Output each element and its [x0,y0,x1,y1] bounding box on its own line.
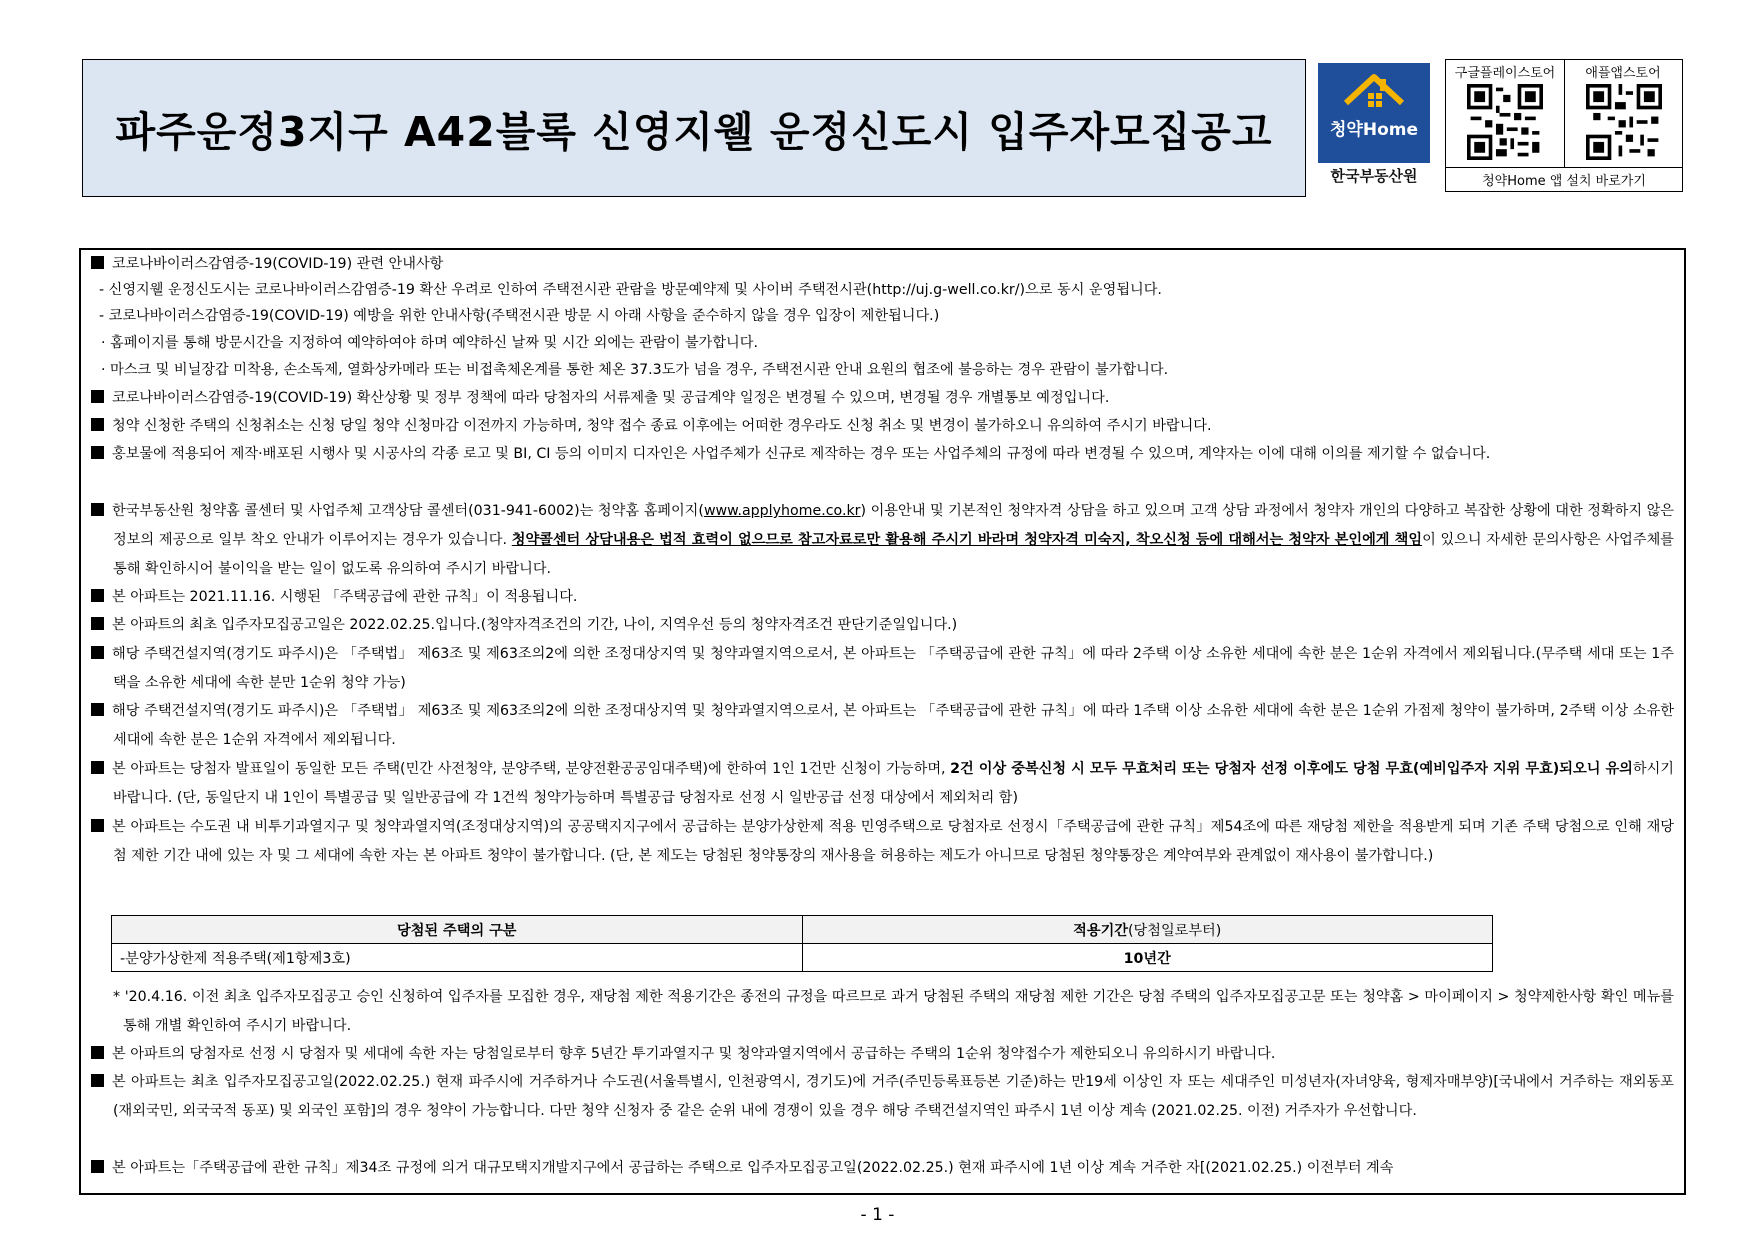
square-bullet-icon [91,1046,104,1059]
square-bullet-icon [91,589,104,602]
qr-divider-horizontal [1446,167,1682,168]
square-bullet-icon [91,1160,104,1173]
notice-item: 해당 주택건설지역(경기도 파주시)은 「주택법」 제63조 및 제63조의2에 의한 조정대상지역 및 청약과열지역으로서, 본 아파트는 「주택공급에 관한 규칙」에 따라 1주택 이상 소유한 세대에 속한 분은 1순위 가점제 청약이 불가하며, 2주택 이상 소유한 세대에 속한 분은 1순위 자격에서 제외됩니다. [91,697,1674,755]
notice-item: · 홈페이지를 통해 방문시간을 지정하여 예약하여야 하며 예약하신 날짜 및 시간 외에는 관람이 불가합니다. [101,335,758,351]
logo-org-name: 한국부동산원 [1330,167,1418,185]
notice-item: - 코로나바이러스감염증-19(COVID-19) 예방을 위한 안내사항(주택전시관 방문 시 아래 사항을 준수하지 않을 경우 입장이 제한됩니다.) [99,308,940,324]
square-bullet-icon [91,390,104,403]
notice-item: 홍보물에 적용되어 제작·배포된 시행사 및 시공사의 각종 로고 및 BI, CI 등의 이미지 디자인은 사업주체가 신규로 제작하는 경우 또는 사업주체의 규정에 따라 변경될 수 있으며, 계약자는 이에 대해 이의를 제기할 수 없습니다. [91,440,1674,469]
square-bullet-icon [91,1074,104,1087]
logo-badge [1318,63,1430,163]
notice-item: 본 아파트의 당첨자로 선정 시 당첨자 및 세대에 속한 자는 당첨일로부터 향후 5년간 투기과열지구 및 청약과열지역에서 공급하는 주택의 1순위 청약접수가 제한되오니 유의하시기 바랍니다. [91,1040,1674,1069]
square-bullet-icon [91,446,104,459]
notice-item: 청약 신청한 주택의 신청취소는 신청 당일 청약 신청마감 이전까지 가능하며, 청약 접수 종료 이후에는 어떠한 경우라도 신청 취소 및 변경이 불가하오니 유의하여 주시기 바랍니다. [91,412,1674,441]
app-store-qr-icon[interactable] [1586,84,1662,160]
notice-footnote: * '20.4.16. 이전 최초 입주자모집공고 승인 신청하여 입주자를 모집한 경우, 재당첨 제한 적용기간은 종전의 규정을 따르므로 과거 당첨된 주택의 재당첨 제한 기간은 당첨 주택의 입주자모집공고문 또는 청약홈 > 마이페이지 > 청약제한사항 확인 메뉴를 통해 개별 확인하여 주시기 바랍니다. [113,989,1674,1034]
notice-item: 본 아파트는 최초 입주자모집공고일(2022.02.25.) 현재 파주시에 거주하거나 수도권(서울특별시, 인천광역시, 경기도)에 거주(주민등록표등본 기준)하는 만19세 이상인 자 또는 세대주인 미성년자(자녀양육, 형제자매부양)[국내에서 거주하는 재외동포(재외국민, 외국국적 동포) 및 외국인 포함]의 경우 청약이 가능합니다. 다만 청약 신청자 중 같은 순위 내에 경쟁이 있을 경우 해당 주택건설지역인 파주시 1년 이상 계속 (2021.02.25. 이전) 거주자가 우선합니다. [91,1068,1674,1126]
notice-item: · 마스크 및 비닐장갑 미착용, 손소독제, 열화상카메라 또는 비접촉체온계를 통한 체온 37.3도가 넘을 경우, 주택전시관 안내 요원의 협조에 불응하는 경우 관람이 불가합니다. [101,362,1169,378]
notice-item: 본 아파트의 최초 입주자모집공고일은 2022.02.25.입니다.(청약자격조건의 기간, 나이, 지역우선 등의 청약자격조건 판단기준일입니다.) [91,611,1674,640]
notice-item: 코로나바이러스감염증-19(COVID-19) 확산상황 및 정부 정책에 따라 당첨자의 서류제출 및 공급계약 일정은 변경될 수 있으며, 변경될 경우 개별통보 예정입니다. [91,384,1674,413]
table-header-cell: 적용기간(당첨일로부터) [802,916,1493,944]
qr-label-google: 구글플레이스토어 [1454,66,1556,81]
notice-item: - 신영지웰 운정신도시는 코로나바이러스감염증-19 확산 우려로 인하여 주택전시관 관람을 방문예약제 및 사이버 주택전시관(http://uj.g-well.co.kr/)으로 동시 운영됩니다. [99,282,1162,298]
notice-covid-heading: 코로나바이러스감염증-19(COVID-19) 관련 안내사항 [91,250,1674,279]
logo-text: 청약Home [1330,120,1418,140]
rewin-restriction-table [111,915,1493,972]
square-bullet-icon [91,418,104,431]
square-bullet-icon [91,703,104,716]
table-cell: -분양가상한제 적용주택(제1항제3호) [112,944,803,972]
notice-item: 본 아파트는「주택공급에 관한 규칙」제34조 규정에 의거 대규모택지개발지구에서 공급하는 주택으로 입주자모집공고일(2022.02.25.) 현재 파주시에 1년 이상 계속 거주한 자[(2021.02.25.) 이전부터 계속 [91,1154,1674,1183]
notice-item: 해당 주택건설지역(경기도 파주시)은 「주택법」 제63조 및 제63조의2에 의한 조정대상지역 및 청약과열지역으로서, 본 아파트는 「주택공급에 관한 규칙」에 따라 2주택 이상 소유한 세대에 속한 분은 1순위 자격에서 제외됩니다.(무주택 세대 또는 1주택을 소유한 세대에 속한 분만 1순위 청약 가능) [91,640,1674,698]
square-bullet-icon [91,646,104,659]
square-bullet-icon [91,503,104,516]
notice-item: 한국부동산원 청약홈 콜센터 및 사업주체 고객상담 콜센터(031-941-6002)는 청약홈 홈페이지(www.applyhome.co.kr) 이용안내 및 기본적인 청약자격 상담을 하고 있으며 고객 상담 과정에서 청약자 개인의 다양하고 복잡한 상황에 대한 정확하지 않은 정보의 제공으로 일부 착오 안내가 이루어지는 경우가 있습니다. 청약콜센터 상담내용은 법적 효력이 없으므로 참고자료로만 활용해 주시기 바라며 청약자격 미숙지, 착오신청 등에 대해서는 청약자 본인에게 책임이 있으니 자세한 문의사항은 사업주체를 통해 확인하시어 불이익을 받는 일이 없도록 유의하여 주시기 바랍니다. [91,497,1674,584]
page-number: - 1 - [860,1205,895,1225]
house-icon [1318,63,1430,163]
square-bullet-icon [91,819,104,832]
notice-item: 본 아파트는 당첨자 발표일이 동일한 모든 주택(민간 사전청약, 분양주택, 분양전환공공임대주택)에 한하여 1인 1건만 신청이 가능하며, 2건 이상 중복신청 시 모두 무효처리 또는 당첨자 선정 이후에도 당첨 무효(예비입주자 지위 무효)되오니 유의하시기 바랍니다. (단, 동일단지 내 1인이 특별공급 및 일반공급에 각 1건씩 청약가능하며 특별공급 당첨자로 선정 시 일반공급 선정 대상에서 제외처리 함) [91,755,1674,813]
square-bullet-icon [91,256,104,269]
table-cell: 10년간 [802,944,1493,972]
notice-item: 본 아파트는 수도권 내 비투기과열지구 및 청약과열지역(조정대상지역)의 공공택지지구에서 공급하는 분양가상한제 적용 민영주택으로 당첨자로 선정시「주택공급에 관한 규칙」제54조에 따른 재당첨 제한을 적용받게 되며 기존 주택 당첨으로 인해 재당첨 제한 기간 내에 있는 자 및 그 세대에 속한 자는 본 아파트 청약이 불가합니다. (단, 본 제도는 당첨된 청약통장의 재사용을 허용하는 제도가 아니므로 당첨된 청약통장은 계약여부와 관계없이 재사용이 불가합니다.) [91,813,1674,871]
qr-install-link[interactable]: 청약Home 앱 설치 바로가기 [1482,174,1646,189]
notice-box [79,248,1686,1195]
google-play-qr-icon[interactable] [1467,84,1543,160]
table-header-cell: 당첨된 주택의 구분 [112,916,803,944]
app-qr-panel [1445,59,1683,192]
applyhome-logo [1318,63,1430,197]
notice-item: 본 아파트는 2021.11.16. 시행된 「주택공급에 관한 규칙」이 적용됩니다. [91,583,1674,612]
table-row [112,944,1493,972]
square-bullet-icon [91,761,104,774]
qr-label-apple: 애플앱스토어 [1585,66,1661,81]
applyhome-link[interactable]: www.applyhome.co.kr [703,503,861,519]
table-header-row [112,916,1493,944]
qr-divider [1564,60,1565,167]
square-bullet-icon [91,617,104,630]
title-banner [82,59,1306,197]
page-title: 파주운정3지구 A42블록 신영지웰 운정신도시 입주자모집공고 [115,107,1273,156]
